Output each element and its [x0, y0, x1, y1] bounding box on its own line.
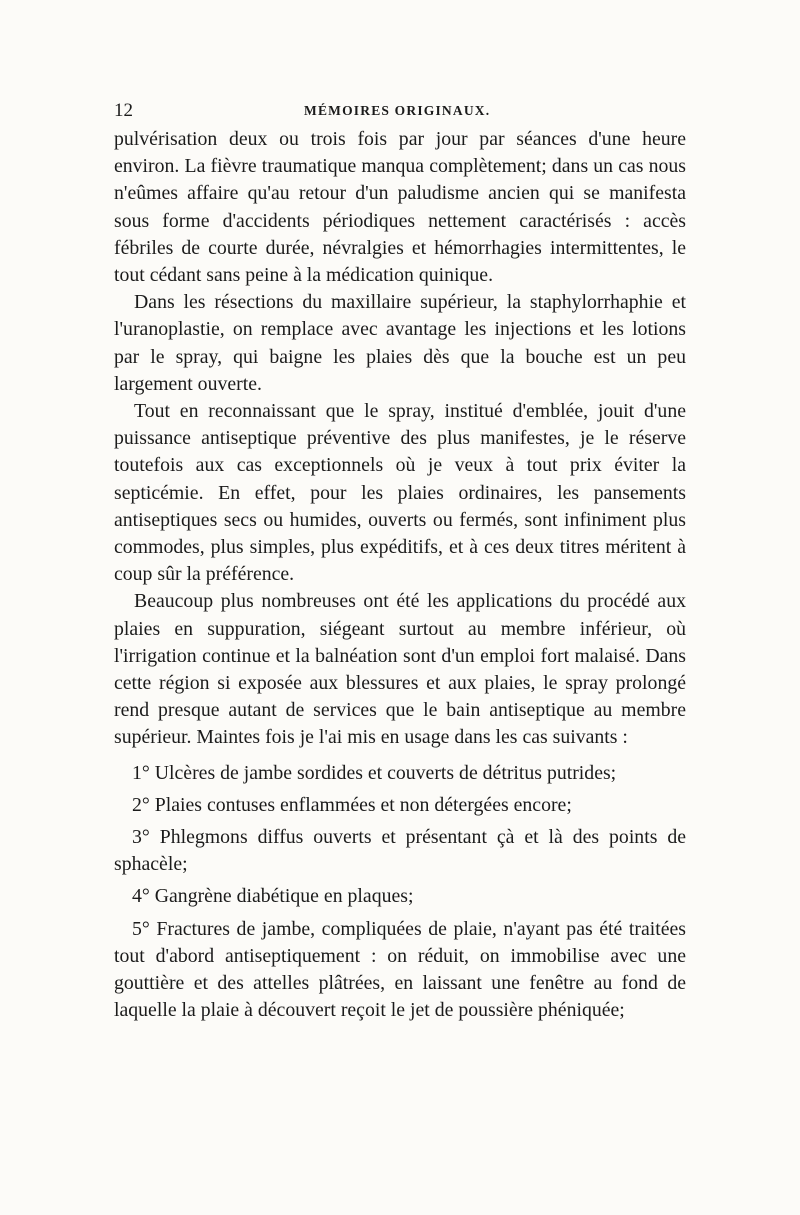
running-title: MÉMOIRES ORIGINAUX. — [304, 103, 491, 118]
paragraph-continuation: pulvérisation deux ou trois fois par jour par séances d'une heure environ. La fièvre traumatique manqua complètement; dans un cas nous n'eûmes affaire qu'au retour d'un paludisme ancien qui se manifesta sous forme d'accidents périodiques nettement caractérisés : accès fébriles de courte durée, névralgies et hémorrhagies intermittentes, le tout cédant sans peine à la médication quinique. — [114, 128, 686, 287]
list-item-phlegmons: 3° Phlegmons diffus ouverts et présentant çà et là des points de sphacèle; — [114, 826, 686, 876]
list-item-gangrene: 4° Gangrène diabétique en plaques; — [132, 885, 414, 908]
running-head — [114, 96, 686, 126]
list-item-plaies-contuses: 2° Plaies contuses enflammées et non détergées encore; — [132, 793, 572, 816]
document-page — [114, 96, 686, 1025]
list-item-fractures: 5° Fractures de jambe, compliquées de plaie, n'ayant pas été traitées tout d'abord antiseptiquement : on réduit, on immobilise avec une gouttière et des attelles plâtrées, en laissant une fenêtre au fond de laquelle la plaie à découvert reçoit le jet de poussière phéniquée; — [114, 917, 686, 1022]
page-number: 12 — [114, 100, 133, 121]
paragraph-suppuration: Beaucoup plus nombreuses ont été les applications du procédé aux plaies en suppuration, siégeant surtout au membre inférieur, où l'irrigation continue et la balnéation sont d'un emploi fort malaisé. Dans cette région si exposée aux blessures et aux plaies, le spray prolongé rend presque autant de services que le bain antiseptique au membre supérieur. Maintes fois je l'ai mis en usage dans les cas suivants : — [114, 590, 686, 749]
body-text — [114, 126, 686, 1025]
paragraph-spray-preventive: Tout en reconnaissant que le spray, institué d'emblée, jouit d'une puissance antiseptique préventive des plus manifestes, je le réserve toutefois aux cas exceptionnels où je veux à tout prix éviter la septicémie. En effet, pour les plaies ordinaires, les pansements antiseptiques secs ou humides, ouverts ou fermés, sont infiniment plus commodes, plus simples, plus expéditifs, et à ces deux titres méritent à coup sûr la préférence. — [114, 400, 686, 586]
paragraph-resections: Dans les résections du maxillaire supérieur, la staphylorrhaphie et l'uranoplastie, on remplace avec avantage les injections et les lotions par le spray, qui baigne les plaies dès que la bouche est un peu largement ouverte. — [114, 291, 686, 395]
list-item-ulceres: 1° Ulcères de jambe sordides et couverts de détritus putrides; — [132, 761, 617, 784]
